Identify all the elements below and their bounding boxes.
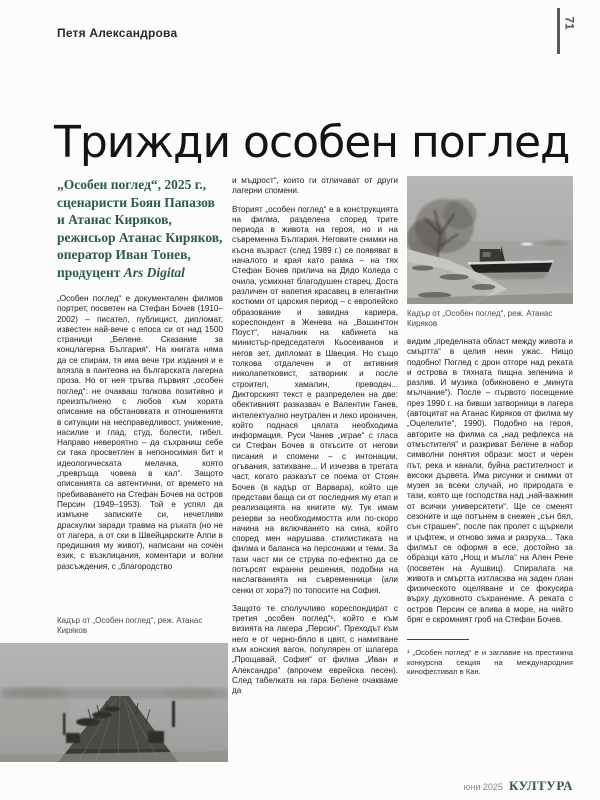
column-1-body: „Особен поглед“ е документален филмов портрет, посветен на Стефан Бочев (1910–2002) – писател, публицист, дипломат, известен най-вече с епоса си от над 1500 страници „Белене. Сказание за концлагерна България“. На книгата няма да се спирам, тя има вече три издания и е влязла в пантеона на българската лагерна проза. Но от нея тръгва първият „особен поглед“: не очакваш толкова позитивно и преизпълнено с любов към хората описание на обстановката и отношенията в ситуации на несправедливост, унижение, насилие и глад, студ, болести, гибел. Направо невероятно – да съхраниш себе си така просветлен в непоносимия бит и идеологическата мелачка, която „превръща човека в кал“. Защото описанията са автентични, от времето на пребиваването на Стефан Бочев на остров Персин (1949–1953). Той е успял да измъкне записките си, нечетливи драскулки заради травма на ръката (но не от лагера, а от ски в Швейцарските Алпи в предишния му живот), написани на сочен език, с възклицания, коментари и волни разсъждения, с „благородство — [57, 294, 223, 571]
article-title: Трижди особен поглед — [54, 117, 570, 169]
magazine-logo: КУЛТУРА — [508, 778, 573, 793]
column-2-paragraph-1: и мъдрост“, които ги отличават от други лагерни спомени. — [232, 176, 398, 196]
column-3 — [407, 176, 573, 776]
column-2-paragraph-3: Защото те сполучливо кореспондират с третия „особен поглед“¹, който е към визията на лагера „Персин“. Преходът към него е от черно-бяло в цвят, с намигване към конския вагон, популярен от шлагера „Прощавай, София“ от филма „Иван и Александра“ (впрочем еврейска песен). След табелката на гара Белене очакваме да — [232, 603, 398, 696]
page-footer — [464, 778, 573, 794]
page-edge-rule — [557, 8, 560, 54]
river-boat-photo — [407, 176, 573, 304]
foggy-bridge-photo — [0, 643, 228, 762]
page-number: 71 — [562, 16, 577, 30]
column-2 — [232, 176, 398, 776]
issue-date: юни 2025 — [463, 782, 503, 792]
column-2-paragraph-2: Вторият „особен поглед“ е в конструкцията на филма, разделена според трите периода в живота на героя, но и на съвременна България. Неговите снимки на късна възраст (след 1989 г.) се появяват в началото и края като рамка – на тях Стефан Бочев прилича на Дядо Коледа с очила, усмихнат благодушен старец. Доста различен от напетия красавец в елегантни костюми от царския период – с европейско образование и завидна кариера, кореспондент в Женева на „Вашингтон Поуст“, началник на кабинета на министър-председателя Кьосеиванов и негов зет, дипломат в Швеция. Но също толкова отдалечен и от активния николапетковист, затворник и после строител, хамалин, преводач... Дикторският текст е разпределен на две: обективният разказвач е Валентин Ганев, интелектуално неутрален и леко ироничен, който поднася цялата необходима информация. Руси Чанев „играе“ с гласа си Стефан Бочев в откъсите от негови писания и спомени – с интонации, огъвания, затихване... И изчезва в третата част, когато разказът се поема от Стоян Бочев (в кадър от Варвара), който ще представи баща си от последния му етап и реализацията на книгите му. Тук имам резерви за необходимостта или по-скоро начина на включването на сина, който според мен нарушава стилистиката на филма и баланса на персонажи и теми. За тази част ми се струва по-ефектно да се потърсят екранни решения, подобни на наслагванията на съвременници (или сенки от хора?) по топосите на София. — [232, 204, 398, 595]
column-3-body: видим „пределната област между живота и смъртта“ в целия неин ужас. Нищо подобно! Поглед с дрон отгоре над реката и острова в тяхната пищна зеленина и разлив. И музика (обикновено е „минута мълчание“). После – първото посещение през 1990 г. на бивши затворници в лагера (автоцитат на Атанас Киряков от филма му „Оцелелите“, 1990). Подобно на героя, авторите на филма са „над рефлекса на отмъстителя“ и разкриват Белене в набор символни понятия образи: мост и черен път, река и канали, буйна растителност и високи дървета. Има рисунки и снимки от музея за всеки случай, но природата е тази, която ще господства над „най-важния от всички университети“. Ще се сменят сезоните и ще потънем в снежен „сън бял, сън страшен“, после пак пролет с щъркели и цъфтеж, и отново зима и разруха... Така филмът се оформя в есе, достойно за образци като „Нощ и мъгла“ на Ален Рене (посветен на Аушвиц). Спиралата на живота и смъртта изтласква на заден план физическото оцеляване и се фокусира върху духовното съхранение. А реката с остров Персин се влива в море, на чийто бряг е скромният гроб на Стефан Бочев. — [407, 337, 573, 625]
footnote: ¹ „Особен поглед“ е и заглавие на престижна конкурсна секция на международния кинофестивал в Кан. — [407, 647, 573, 677]
article-lede — [57, 176, 223, 281]
lede-text: „Особен поглед“, 2025 г., сценаристи Боян Папазов и Атанас Киряков, режисьор Атанас Киряков, оператор Иван Тонев, продуцент — [57, 177, 223, 280]
bridge-photo-caption: Кадър от „Особен поглед“, реж. Атанас Киряков — [57, 616, 203, 635]
page-number-block — [557, 8, 576, 54]
footnote-divider — [407, 639, 469, 640]
lede-producer: Ars Digital — [123, 264, 185, 280]
author-byline: Петя Александрова — [57, 26, 178, 40]
river-photo-caption: Кадър от „Особен поглед“, реж. Атанас Киряков — [407, 309, 553, 328]
